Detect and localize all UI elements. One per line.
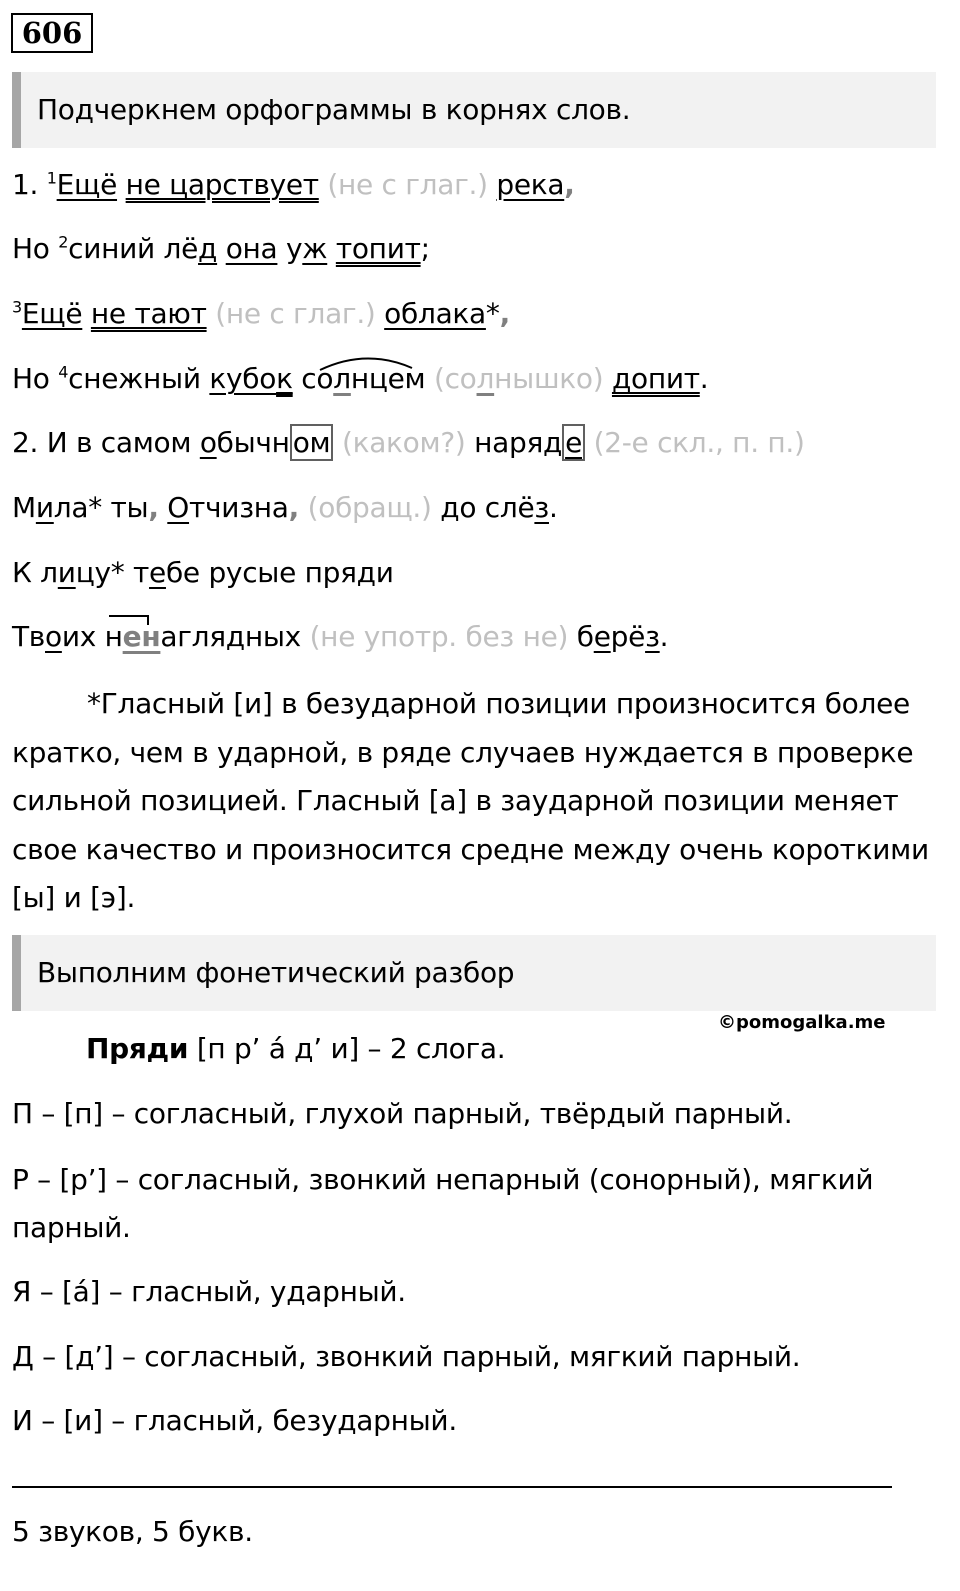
poem-line-5: [12, 426, 805, 459]
text-i-v-samom: 2. И в самом: [12, 426, 192, 459]
word-mila: Мила* ты: [12, 491, 149, 524]
sound-line-i: И – [и] – гласный, безударный.: [12, 1404, 457, 1437]
word-led: лёд: [163, 232, 218, 265]
section-header-phonetic: Выполним фонетический разбор: [12, 935, 936, 1011]
poem-line-7: [12, 556, 394, 589]
task-number: 606: [11, 13, 93, 53]
period: .: [659, 620, 669, 653]
transcription: [п р’ а́ д’ и] – 2 слога.: [196, 1032, 506, 1065]
comma-mark: ,: [288, 491, 299, 524]
sound-line-ya: Я – [а́] – гласный, ударный.: [12, 1275, 406, 1308]
word-obychnom: обычн ом: [200, 424, 334, 461]
word-solntsem: солнцем: [301, 362, 426, 395]
word-naryade: наряд е: [474, 424, 585, 461]
sound-line-p: П – [п] – согласный, глухой парный, твёрдый парный.: [12, 1097, 793, 1130]
asterisk: *: [485, 297, 500, 330]
footnote-paragraph: *Гласный [и] в безударной позиции произносится более кратко, чем в ударной, в ряде случаев нуждается в проверке сильной позицией. Гласный [а] в заударной позиции меняет свое качество и произносится средне между очень короткими [ы] и [э].: [12, 687, 929, 914]
divider: [12, 1486, 892, 1488]
comma-mark: ,: [499, 297, 510, 330]
word-esche: Ещё: [21, 297, 83, 330]
sound-line-r: Р – [р’] – согласный, звонкий непарный (сонорный), мягкий парный.: [12, 1163, 874, 1244]
word-ona: она: [225, 232, 278, 265]
analysis-word: Пряди: [86, 1032, 189, 1065]
word-ne-tsarstvuet: не царствует: [125, 168, 319, 201]
summary: 5 звуков, 5 букв.: [12, 1515, 253, 1548]
word-tvoikh-nenaglyadnykh: Твоих ненаглядных: [12, 620, 301, 653]
superscript-1: 1: [46, 168, 57, 188]
section-header-spelling: Подчеркнем орфограммы в корнях слов.: [12, 72, 936, 148]
sound-line-d: Д – [д’] – согласный, звонкий парный, мягкий парный.: [12, 1340, 801, 1373]
poem-line-6: [12, 491, 558, 524]
text-k-litsu: К лицу* тебе русые пряди: [12, 556, 394, 589]
word-ne-tayut: не тают: [90, 297, 207, 330]
word-no: Но: [12, 232, 50, 265]
root-arc-mark: [318, 352, 414, 372]
note-ne-s-glag: (не с глаг.): [215, 297, 376, 330]
prefix-bracket-mark: [108, 614, 152, 626]
word-dopit: допит: [611, 362, 700, 395]
comma-mark: ,: [564, 168, 575, 201]
word-esche: Ещё: [56, 168, 118, 201]
note-obrasch: (обращ.): [307, 491, 432, 524]
comma-mark: ,: [148, 491, 159, 524]
word-siniy: синий: [68, 232, 155, 265]
word-topit: топит: [335, 232, 421, 265]
note-solnyshko: (солнышко): [433, 362, 604, 395]
note-ne-s-glag: (не с глаг.): [327, 168, 488, 201]
note-kakom: (каком?): [341, 426, 466, 459]
superscript-4: 4: [58, 362, 69, 382]
text-do-slez: до слёз: [440, 491, 549, 524]
word-snezhnyy: снежный: [68, 362, 201, 395]
period: .: [699, 362, 709, 395]
word-berez: берёз: [576, 620, 660, 653]
superscript-2: 2: [58, 232, 69, 252]
analysis-heading: [86, 1032, 505, 1065]
watermark: ©pomogalka.me: [718, 1012, 886, 1033]
word-kubok: кубок: [209, 362, 293, 395]
word-oblaka: облака: [384, 297, 486, 330]
semicolon: ;: [420, 232, 430, 265]
period: .: [548, 491, 558, 524]
poem-line-3: [12, 297, 510, 330]
note-2-skl: (2-е скл., п. п.): [593, 426, 805, 459]
line-number: 1.: [12, 168, 39, 201]
note-ne-upotr: (не употр. без не): [309, 620, 569, 653]
word-uzh: уж: [286, 232, 328, 265]
poem-line-2: [12, 232, 430, 265]
word-no: Но: [12, 362, 50, 395]
poem-line-1: [12, 168, 575, 201]
word-otchizna: Отчизна: [167, 491, 289, 524]
superscript-3: 3: [12, 297, 22, 317]
word-reka: река: [496, 168, 565, 201]
